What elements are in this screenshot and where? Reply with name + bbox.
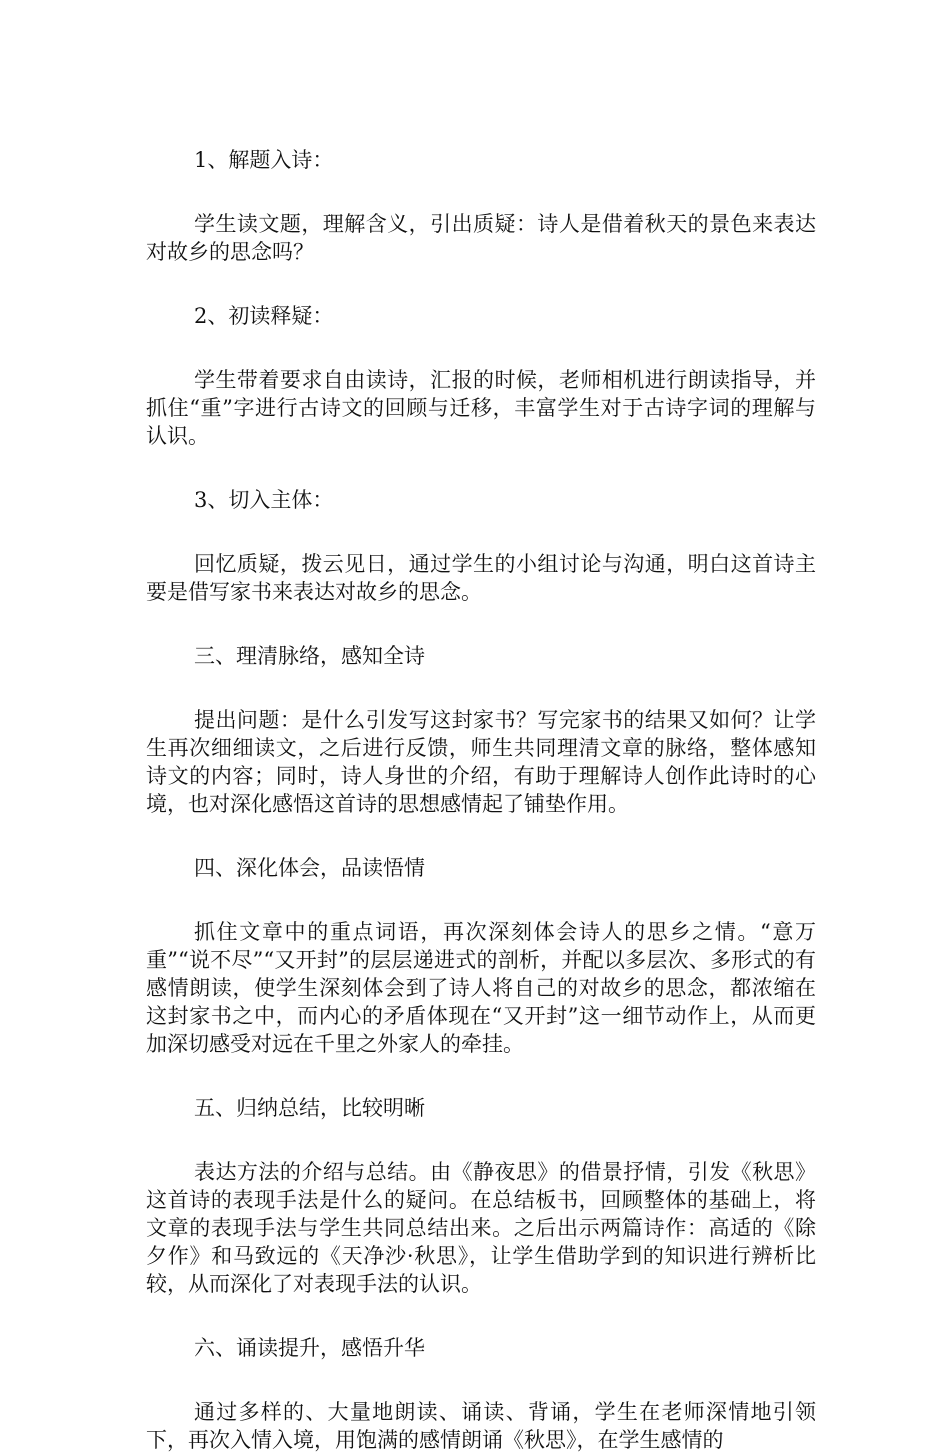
paragraph-gap bbox=[146, 266, 816, 302]
paragraph-gap bbox=[146, 1122, 816, 1158]
paragraph-gap bbox=[146, 330, 816, 366]
section-heading-4: 三、理清脉络，感知全诗 bbox=[194, 644, 425, 668]
paragraph-gap bbox=[146, 514, 816, 550]
paragraph-gap bbox=[146, 1298, 816, 1334]
paragraph-3: 回忆质疑，拨云见日，通过学生的小组讨论与沟通，明白这首诗主要是借写家书来表达对故乡的思念。 bbox=[146, 552, 816, 604]
paragraph-gap bbox=[146, 174, 816, 210]
section-heading-6: 五、归纳总结，比较明晰 bbox=[194, 1096, 425, 1120]
section-heading-5: 四、深化体会，品读悟情 bbox=[194, 856, 425, 880]
document-body bbox=[146, 146, 816, 1454]
section-heading-2: 2、初读释疑： bbox=[194, 304, 334, 328]
paragraph-2: 学生带着要求自由读诗，汇报的时候，老师相机进行朗读指导，并抓住“重”字进行古诗文的回顾与迁移，丰富学生对于古诗字词的理解与认识。 bbox=[146, 368, 816, 448]
paragraph-4: 提出问题：是什么引发写这封家书？写完家书的结果又如何？让学生再次细细读文，之后进行反馈，师生共同理清文章的脉络，整体感知诗文的内容；同时，诗人身世的介绍，有助于理解诗人创作此诗时的心境，也对深化感悟这首诗的思想感情起了铺垫作用。 bbox=[146, 708, 816, 816]
section-heading-3: 3、切入主体： bbox=[194, 488, 334, 512]
paragraph-gap bbox=[146, 882, 816, 918]
paragraph-5: 抓住文章中的重点词语，再次深刻体会诗人的思乡之情。“意万重”“说不尽”“又开封”的层层递进式的剖析，并配以多层次、多形式的有感情朗读，使学生深刻体会到了诗人将自己的对故乡的思念，都浓缩在这封家书之中，而内心的矛盾体现在“又开封”这一细节动作上，从而更加深切感受对远在千里之外家人的牵挂。 bbox=[146, 920, 816, 1056]
paragraph-gap bbox=[146, 606, 816, 642]
paragraph-gap bbox=[146, 1362, 816, 1398]
paragraph-7: 通过多样的、大量地朗读、诵读、背诵，学生在老师深情地引领下，再次入情入境，用饱满的感情朗诵《秋思》，在学生感情的 bbox=[146, 1400, 816, 1452]
section-heading-7: 六、诵读提升，感悟升华 bbox=[194, 1336, 425, 1360]
paragraph-6: 表达方法的介绍与总结。由《静夜思》的借景抒情，引发《秋思》这首诗的表现手法是什么的疑问。在总结板书，回顾整体的基础上，将文章的表现手法与学生共同总结出来。之后出示两篇诗作：高适的《除夕作》和马致远的《天净沙·秋思》，让学生借助学到的知识进行辨析比较，从而深化了对表现手法的认识。 bbox=[146, 1160, 816, 1296]
paragraph-gap bbox=[146, 818, 816, 854]
paragraph-gap bbox=[146, 450, 816, 486]
paragraph-gap bbox=[146, 670, 816, 706]
paragraph-gap bbox=[146, 1058, 816, 1094]
paragraph-1: 学生读文题，理解含义，引出质疑：诗人是借着秋天的景色来表达对故乡的思念吗？ bbox=[146, 212, 816, 264]
section-heading-1: 1、解题入诗： bbox=[194, 148, 334, 172]
